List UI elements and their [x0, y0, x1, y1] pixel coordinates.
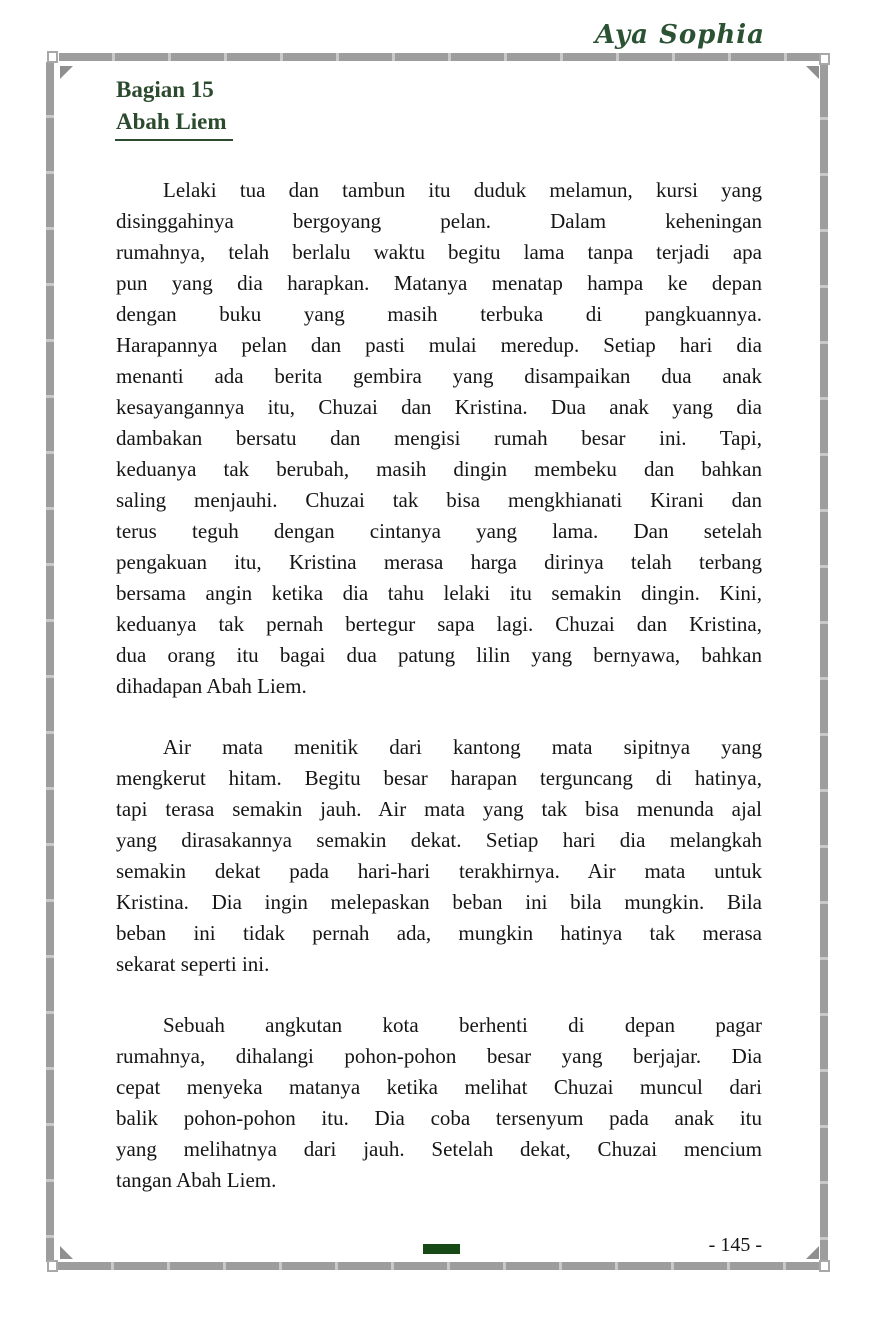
text-line: keduanya tak berubah, masih dingin membeku dan bahkan	[116, 457, 762, 481]
text-line: keduanya tak pernah bertegur sapa lagi. Chuzai dan Kristina,	[116, 612, 762, 636]
text-line: kesayangannya itu, Chuzai dan Kristina. Dua anak yang dia	[116, 395, 762, 419]
text-line: Sebuah angkutan kota berhenti di depan pagar	[163, 1013, 762, 1037]
border-corner-square-bottom-left	[47, 1260, 58, 1272]
border-corner-triangle-bottom-left	[60, 1246, 73, 1259]
paragraph	[116, 1010, 762, 1196]
text-line: yang melihatnya dari jauh. Setelah dekat, Chuzai mencium	[116, 1137, 762, 1161]
footer-marker-bar	[423, 1244, 460, 1254]
text-line: dua orang itu bagai dua patung lilin yang bernyawa, bahkan	[116, 643, 762, 667]
text-line: rumahnya, dihalangi pohon-pohon besar yang berjajar. Dia	[116, 1044, 762, 1068]
text-line: Kristina. Dia ingin melepaskan beban ini bila mungkin. Bila	[116, 890, 762, 914]
text-line: sekarat seperti ini.	[116, 952, 270, 976]
text-line: pengakuan itu, Kristina merasa harga dirinya telah terbang	[116, 550, 762, 574]
page-border-right	[820, 64, 828, 1262]
text-line: cepat menyeka matanya ketika melihat Chuzai muncul dari	[116, 1075, 762, 1099]
border-corner-square-top-right	[819, 53, 830, 65]
page-border-bottom	[58, 1262, 819, 1270]
paragraph	[116, 732, 762, 980]
text-line: Lelaki tua dan tambun itu duduk melamun, kursi yang	[163, 178, 762, 202]
chapter-title-heading	[116, 106, 762, 141]
brand-script-logo: Aya Sophia	[594, 20, 765, 50]
text-line: balik pohon-pohon itu. Dia coba tersenyum pada anak itu	[116, 1106, 762, 1130]
text-line: tapi terasa semakin jauh. Air mata yang tak bisa menunda ajal	[116, 797, 762, 821]
border-corner-square-top-left	[47, 51, 58, 63]
text-line: mengkerut hitam. Begitu besar harapan terguncang di hatinya,	[116, 766, 762, 790]
border-corner-triangle-bottom-right	[806, 1246, 819, 1259]
paragraph	[116, 175, 762, 702]
page-border-left	[46, 62, 54, 1262]
text-line: menanti ada berita gembira yang disampaikan dua anak	[116, 364, 762, 388]
text-line: dihadapan Abah Liem.	[116, 674, 307, 698]
text-line: yang dirasakannya semakin dekat. Setiap hari dia melangkah	[116, 828, 762, 852]
page-border-top	[59, 53, 819, 61]
border-corner-square-bottom-right	[819, 1260, 830, 1272]
page-content	[116, 74, 762, 1226]
text-line: dambakan bersatu dan mengisi rumah besar ini. Tapi,	[116, 426, 762, 450]
text-line: Harapannya pelan dan pasti mulai meredup. Setiap hari dia	[116, 333, 762, 357]
chapter-title-text: Abah Liem	[115, 106, 233, 141]
text-line: beban ini tidak pernah ada, mungkin hatinya tak merasa	[116, 921, 762, 945]
text-line: pun yang dia harapkan. Matanya menatap hampa ke depan	[116, 271, 762, 295]
border-corner-triangle-top-right	[806, 66, 819, 79]
body-text	[116, 175, 762, 1196]
text-line: semakin dekat pada hari-hari terakhirnya. Air mata untuk	[116, 859, 762, 883]
text-line: rumahnya, telah berlalu waktu begitu lama tanpa terjadi apa	[116, 240, 762, 264]
page-number: - 145 -	[708, 1234, 762, 1256]
text-line: tangan Abah Liem.	[116, 1168, 277, 1192]
text-line: disinggahinya bergoyang pelan. Dalam keheningan	[116, 209, 762, 233]
text-line: saling menjauhi. Chuzai tak bisa mengkhianati Kirani dan	[116, 488, 762, 512]
border-corner-triangle-top-left	[60, 66, 73, 79]
text-line: Air mata menitik dari kantong mata sipitnya yang	[163, 735, 762, 759]
text-line: dengan buku yang masih terbuka di pangkuannya.	[116, 302, 762, 326]
text-line: terus teguh dengan cintanya yang lama. Dan setelah	[116, 519, 762, 543]
text-line: bersama angin ketika dia tahu lelaki itu semakin dingin. Kini,	[116, 581, 762, 605]
chapter-number-heading: Bagian 15	[116, 77, 214, 102]
